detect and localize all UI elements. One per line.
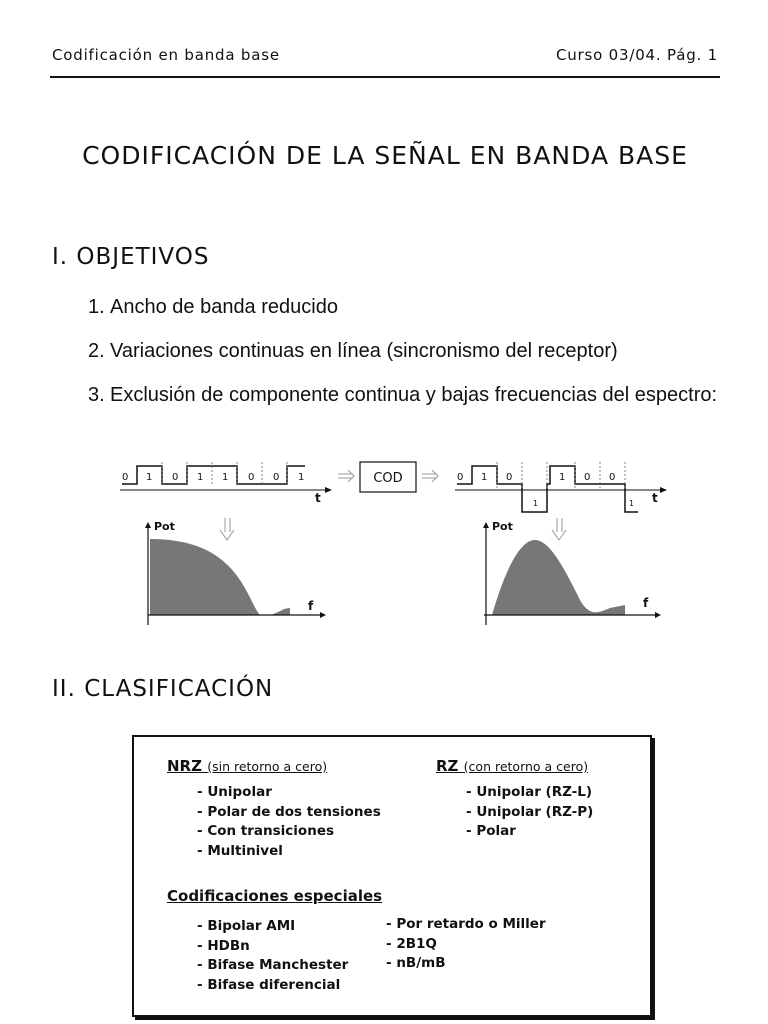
output-bit-label: 0 bbox=[457, 472, 464, 483]
section-heading-objetivos: I. OBJETIVOS bbox=[52, 244, 210, 270]
input-bit-label: 1 bbox=[197, 472, 204, 483]
header-divider bbox=[50, 76, 720, 78]
list-item: - Polar bbox=[436, 822, 593, 842]
down-arrow-icon bbox=[220, 518, 234, 540]
arrow-icon bbox=[422, 470, 438, 482]
power-axis-label: Pot bbox=[492, 520, 513, 533]
output-bit-label: 0 bbox=[609, 472, 616, 483]
input-bit-label: 0 bbox=[273, 472, 280, 483]
page-header bbox=[52, 46, 718, 68]
special-codings-col1 bbox=[167, 917, 348, 995]
spectrum-area bbox=[492, 540, 625, 615]
rz-column bbox=[436, 757, 593, 842]
output-bit-label: 1 bbox=[481, 472, 488, 483]
list-item: - nB/mB bbox=[356, 954, 546, 974]
down-arrow-icon bbox=[552, 518, 566, 540]
list-item: - Bipolar AMI bbox=[167, 917, 348, 937]
section-heading-clasificacion: II. CLASIFICACIÓN bbox=[52, 676, 274, 702]
list-item: - HDBn bbox=[167, 937, 348, 957]
header-page-info: Curso 03/04. Pág. 1 bbox=[555, 46, 718, 64]
frequency-axis-label: f bbox=[308, 599, 314, 613]
list-item: - Con transiciones bbox=[167, 822, 381, 842]
classification-box bbox=[132, 735, 652, 1017]
arrow-icon bbox=[338, 470, 354, 482]
output-spectrum-plot bbox=[483, 520, 661, 625]
list-item: - Unipolar bbox=[167, 783, 381, 803]
header-course-topic: Codificación en banda base bbox=[52, 46, 280, 64]
list-item: - Por retardo o Miller bbox=[356, 915, 546, 935]
list-item-number: 3. bbox=[88, 384, 105, 406]
input-bit-label: 1 bbox=[298, 472, 305, 483]
rz-subtitle: (con retorno a cero) bbox=[463, 759, 589, 774]
input-bit-label: 0 bbox=[122, 472, 129, 483]
time-axis-label: t bbox=[652, 491, 658, 505]
encoder-label: COD bbox=[373, 471, 403, 486]
rz-title: RZ (con retorno a cero) bbox=[436, 757, 589, 775]
document-title: CODIFICACIÓN DE LA SEÑAL EN BANDA BASE bbox=[82, 141, 688, 170]
list-item: - Bifase diferencial bbox=[167, 976, 348, 996]
power-axis-label: Pot bbox=[154, 520, 175, 533]
input-bit-label: 0 bbox=[172, 472, 179, 483]
special-codings-col2 bbox=[356, 915, 546, 974]
time-axis-label: t bbox=[315, 491, 321, 505]
output-bit-label: 1 bbox=[559, 472, 566, 483]
list-item: - Bifase Manchester bbox=[167, 956, 348, 976]
list-item: - Polar de dos tensiones bbox=[167, 803, 381, 823]
output-bit-label: 0 bbox=[584, 472, 591, 483]
objectives-list bbox=[88, 295, 728, 427]
input-spectrum-plot bbox=[145, 520, 326, 625]
input-bit-labels bbox=[122, 472, 321, 505]
special-codings-title-wrap bbox=[167, 887, 382, 913]
frequency-axis-label: f bbox=[643, 596, 649, 610]
list-item bbox=[88, 339, 728, 363]
special-codings-title: Codificaciones especiales bbox=[167, 887, 383, 905]
output-bit-label: 0 bbox=[506, 472, 513, 483]
list-item-number: 2. bbox=[88, 340, 105, 362]
spectrum-area bbox=[150, 539, 290, 616]
output-bit-label: 1 bbox=[533, 499, 539, 508]
list-item bbox=[88, 383, 728, 407]
input-bit-label: 1 bbox=[146, 472, 153, 483]
output-bit-label: 1 bbox=[629, 499, 635, 508]
list-item-number: 1. bbox=[88, 296, 105, 318]
list-item bbox=[88, 295, 728, 319]
output-waveform bbox=[455, 462, 667, 512]
list-item-text: Ancho de banda reducido bbox=[110, 296, 338, 318]
list-item: - Unipolar (RZ-L) bbox=[436, 783, 593, 803]
input-bit-label: 1 bbox=[222, 472, 229, 483]
input-bit-label: 0 bbox=[248, 472, 255, 483]
list-item-text: Variaciones continuas en línea (sincronismo del receptor) bbox=[110, 340, 618, 362]
nrz-subtitle: (sin retorno a cero) bbox=[207, 759, 328, 774]
coding-spectrum-figure bbox=[110, 450, 680, 630]
list-item: - Multinivel bbox=[167, 842, 381, 862]
list-item: - Unipolar (RZ-P) bbox=[436, 803, 593, 823]
list-item: - 2B1Q bbox=[356, 935, 546, 955]
nrz-title: NRZ (sin retorno a cero) bbox=[167, 757, 328, 775]
list-item-text: Exclusión de componente continua y bajas frecuencias del espectro: bbox=[110, 384, 718, 406]
nrz-column bbox=[167, 757, 381, 861]
